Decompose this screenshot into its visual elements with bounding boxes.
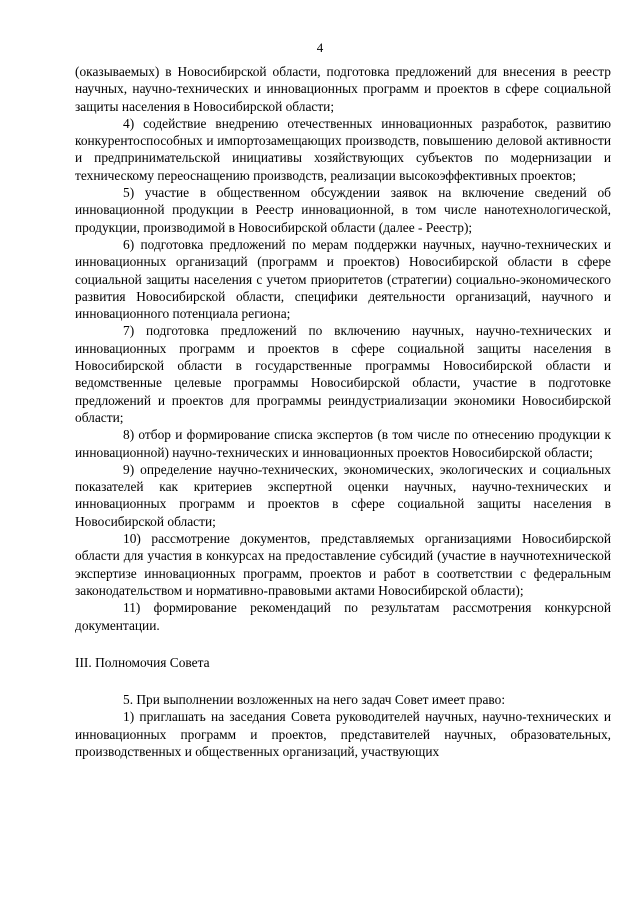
list-item-8: 8) отбор и формирование списка экспертов (в том числе по отнесению продукции к инновационной) научно-технических и инновационных проектов Новосибирской области;	[75, 427, 611, 460]
page-number: 4	[316, 40, 324, 55]
paragraph-5: 5. При выполнении возложенных на него задач Совет имеет право:	[123, 692, 506, 708]
list-item-7: 7) подготовка предложений по включению научных, научно-технических и инновационных программ и проектов в сфере социальной защиты населения в Новосибирской области в государственные программы Новосибирской области и ведомственные целевые программы Новосибирской области, участие в подготовке предложений и проектов для программы реиндустриализации экономики Новосибирской области;	[75, 323, 611, 425]
list-item-4: 4) содействие внедрению отечественных инновационных разработок, развитию конкурентоспособных и импортозамещающих производств, повышению деловой активности и предпринимательской инициативы хозяйствующих субъектов по модернизации и техническому переоснащению производств, реализации высокоэффективных проектов;	[75, 115, 611, 183]
list-item-10: 10) рассмотрение документов, представляемых организациями Новосибирской области для участия в конкурсах на предоставление субсидий (участие в научнотехнической экспертизе инновационных программ, проектов и работ в соответствии с федеральным законодательством и нормативно-правовыми актами Новосибирской области);	[75, 531, 611, 598]
list-item-6: 6) подготовка предложений по мерам поддержки научных, научно-технических и инновационных организаций (программ и проектов) Новосибирской области в сфере социальной защиты населения с учетом приоритетов (стратегии) социально-экономического развития Новосибирской области, специфики деятельности организаций, научного и инновационного потенциала региона;	[75, 236, 611, 322]
list-item-5: 5) участие в общественном обсуждении заявок на включение сведений об инновационной продукции в Реестр инновационной, в том числе нанотехнологической, продукции, производимой в Новосибирской области (далее - Реестр);	[75, 185, 611, 235]
paragraph-continuation: (оказываемых) в Новосибирской области, подготовка предложений для внесения в реестр научных, научно-технических и инновационных программ и проектов в сфере социальной защиты населения в Новосибирской области;	[75, 64, 611, 114]
section-heading: III. Полномочия Совета	[75, 654, 210, 670]
list-item-11: 11) формирование рекомендаций по результатам рассмотрения конкурсной документации.	[75, 600, 611, 633]
document-body	[75, 63, 611, 760]
paragraph-5-item-1: 1) приглашать на заседания Совета руководителей научных, научно-технических и инновационных программ и проектов, представителей научных, образовательных, производственных и общественных организаций, участвующих	[75, 709, 611, 759]
list-item-9: 9) определение научно-технических, экономических, экологических и социальных показателей как критериев экспертной оценки научных, научно-технических и инновационных программ и проектов в сфере социальной защиты населения в Новосибирской области;	[75, 461, 611, 529]
